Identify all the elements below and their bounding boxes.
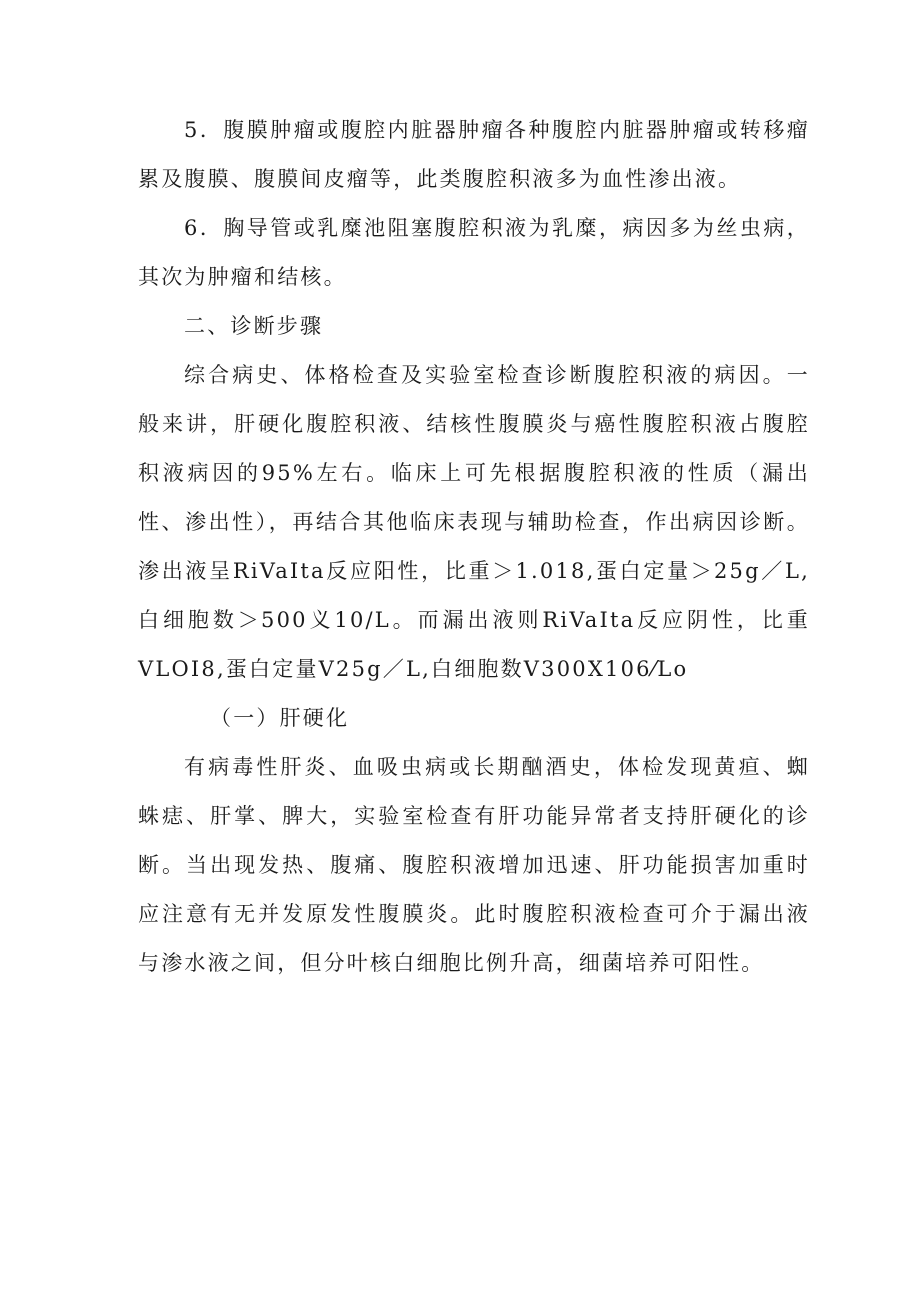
document-page — [138, 106, 810, 988]
paragraph-diagnosis: 综合病史、体格检查及实验室检查诊断腹腔积液的病因。一般来讲，肝硬化腹腔积液、结核性腹膜炎与癌性腹腔积液占腹腔积液病因的95%左右。临床上可先根据腹腔积液的性质（漏出性、渗出性），再结合其他临床表现与辅助检查，作出病因诊断。渗出液呈RiVaIta反应阳性，比重＞1.018,蛋白定量＞25g／L,白细胞数＞500义10/L。而漏出液则RiVaIta反应阴性，比重VLOI8,蛋白定量V25g／L,白细胞数V300X106⁄Lo — [138, 363, 810, 681]
section-heading-diagnosis-steps: 二、诊断步骤 — [184, 314, 324, 338]
subsection-heading-cirrhosis: （一）肝硬化 — [210, 706, 350, 730]
paragraph-cirrhosis: 有病毒性肝炎、血吸虫病或长期酗酒史，体检发现黄疸、蜘蛛痣、肝掌、脾大，实验室检查有肝功能异常者支持肝硬化的诊断。当出现发热、腹痛、腹腔积液增加迅速、肝功能损害加重时应注意有无并发原发性腹膜炎。此时腹腔积液检查可介于漏出液与渗水液之间，但分叶核白细胞比例升高，细菌培养可阳性。 — [138, 755, 810, 975]
paragraph-item-6: 6．胸导管或乳糜池阻塞腹腔积液为乳糜，病因多为丝虫病，其次为肿瘤和结核。 — [138, 216, 810, 289]
paragraph-item-5: 5．腹膜肿瘤或腹腔内脏器肿瘤各种腹腔内脏器肿瘤或转移瘤累及腹膜、腹膜间皮瘤等，此类腹腔积液多为血性渗出液。 — [138, 118, 810, 191]
